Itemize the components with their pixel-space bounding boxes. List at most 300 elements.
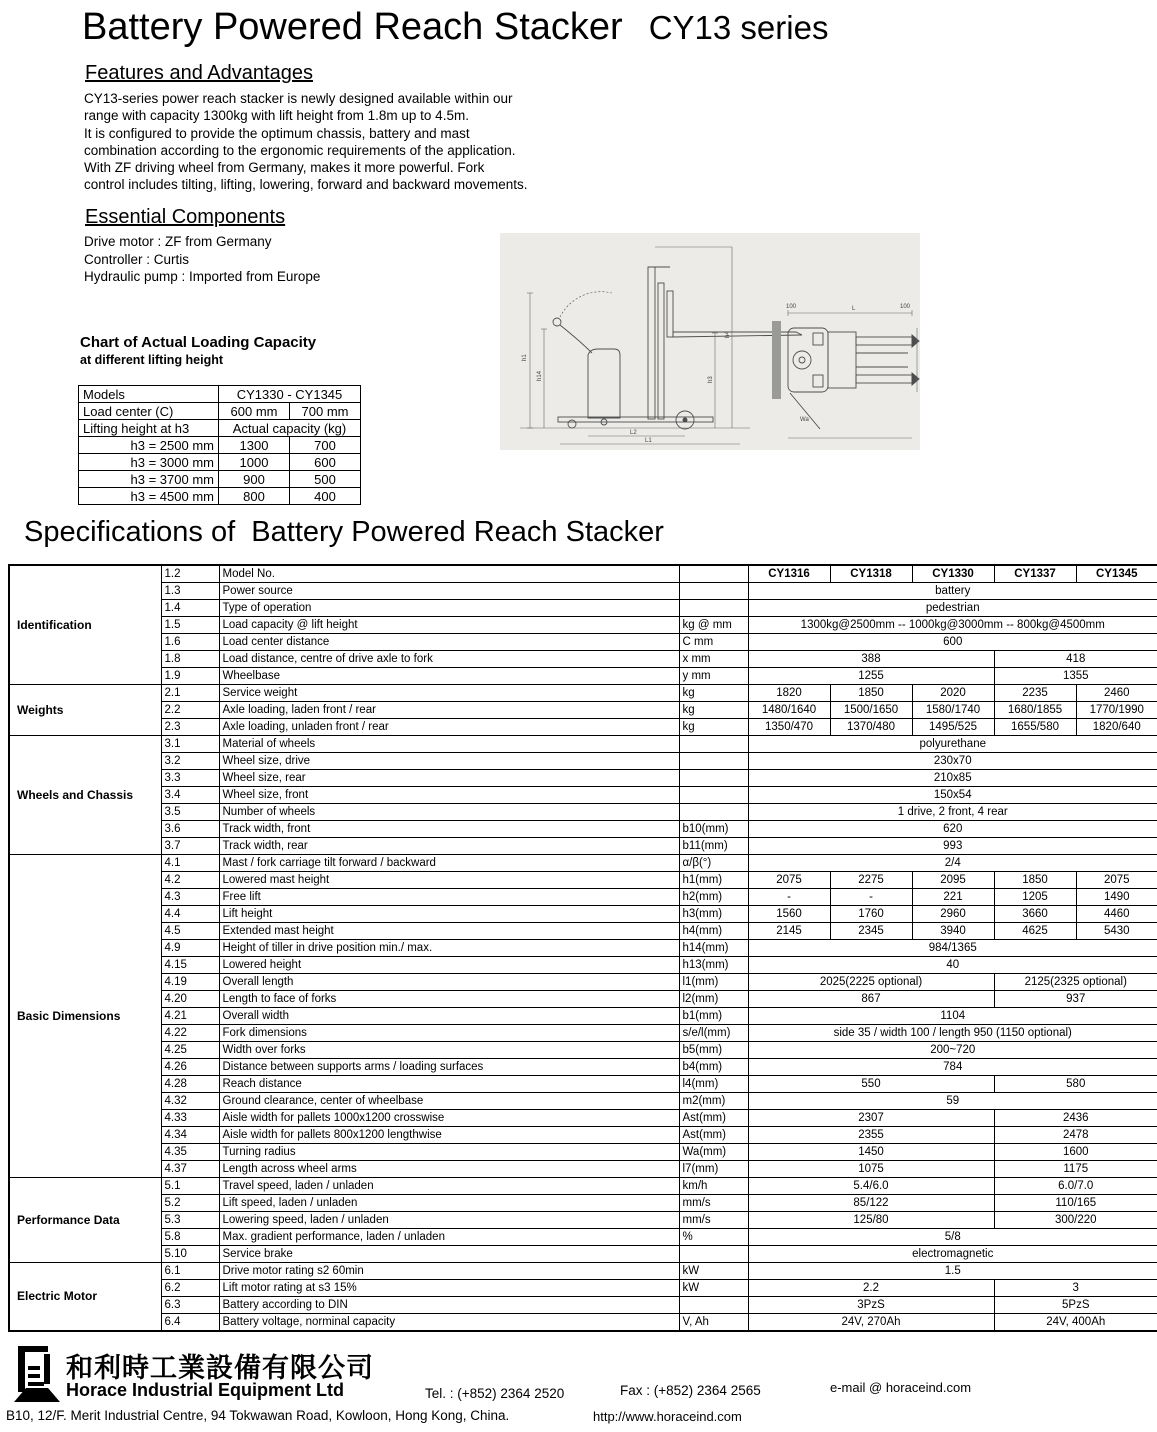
spec-label-cell: Aisle width for pallets 800x1200 lengthwise	[219, 1127, 679, 1144]
spec-unit-cell: y mm	[679, 668, 748, 685]
features-line: With ZF driving wheel from Germany, makes it more powerful. Fork	[84, 160, 485, 176]
spec-value-cell: 1350/470	[748, 719, 830, 736]
spec-row	[9, 617, 1157, 634]
spec-value-cell: 1075	[748, 1161, 994, 1178]
spec-num-cell: 5.3	[161, 1212, 219, 1229]
spec-label-cell: Wheel size, front	[219, 787, 679, 804]
component-line: Drive motor : ZF from Germany	[84, 234, 272, 249]
spec-value-cell: 1560	[748, 906, 830, 923]
spec-num-cell: 4.25	[161, 1042, 219, 1059]
spec-unit-cell	[679, 770, 748, 787]
product-title: Battery Powered Reach Stacker	[82, 6, 623, 48]
spec-heading: Specifications of Battery Powered Reach Stacker	[24, 516, 664, 548]
spec-row	[9, 855, 1157, 872]
component-line: Hydraulic pump : Imported from Europe	[84, 269, 321, 284]
spec-row	[9, 1280, 1157, 1297]
spec-num-cell: 4.35	[161, 1144, 219, 1161]
spec-num-cell: 1.9	[161, 668, 219, 685]
spec-row	[9, 889, 1157, 906]
spec-value-cell: 5PzS	[994, 1297, 1157, 1314]
load-center-label: Load center (C)	[79, 403, 219, 420]
spec-row	[9, 770, 1157, 787]
spec-value-cell: 1370/480	[830, 719, 912, 736]
capacity-row	[79, 437, 361, 454]
spec-num-cell: 4.21	[161, 1008, 219, 1025]
spec-value-cell: 2025(2225 optional)	[748, 974, 994, 991]
spec-value-cell: 984/1365	[748, 940, 1157, 957]
spec-num-cell: 5.8	[161, 1229, 219, 1246]
dim-label-l2: L2	[630, 430, 637, 436]
spec-unit-cell: l7(mm)	[679, 1161, 748, 1178]
page-title	[82, 6, 828, 49]
spec-unit-cell: Ast(mm)	[679, 1127, 748, 1144]
spec-label-cell: Service brake	[219, 1246, 679, 1263]
spec-row	[9, 1246, 1157, 1263]
spec-value-cell: 1175	[994, 1161, 1157, 1178]
spec-unit-cell	[679, 753, 748, 770]
capacity-cell: 800	[219, 488, 290, 505]
spec-num-cell: 1.3	[161, 583, 219, 600]
spec-unit-cell: km/h	[679, 1178, 748, 1195]
spec-row	[9, 821, 1157, 838]
spec-value-cell: 221	[912, 889, 994, 906]
spec-value-cell: 580	[994, 1076, 1157, 1093]
spec-value-cell: 1355	[994, 668, 1157, 685]
spec-unit-cell: kg	[679, 719, 748, 736]
spec-row	[9, 1127, 1157, 1144]
dim-label-l: L	[852, 306, 856, 312]
spec-row	[9, 565, 1157, 583]
spec-unit-cell: Wa(mm)	[679, 1144, 748, 1161]
spec-num-cell: 6.3	[161, 1297, 219, 1314]
spec-value-cell: CY1316	[748, 565, 830, 583]
spec-value-cell: 418	[994, 651, 1157, 668]
spec-value-cell: 1255	[748, 668, 994, 685]
spec-label-cell: Turning radius	[219, 1144, 679, 1161]
spec-row	[9, 719, 1157, 736]
spec-value-cell: 1490	[1076, 889, 1157, 906]
spec-value-cell: 1850	[830, 685, 912, 702]
spec-num-cell: 3.6	[161, 821, 219, 838]
spec-row	[9, 1297, 1157, 1314]
spec-table-body	[9, 565, 1157, 1331]
spec-num-cell: 4.32	[161, 1093, 219, 1110]
spec-num-cell: 4.26	[161, 1059, 219, 1076]
spec-value-cell: CY1330	[912, 565, 994, 583]
dim-label-h3: h3	[708, 376, 714, 383]
spec-num-cell: 1.5	[161, 617, 219, 634]
capacity-row	[79, 488, 361, 505]
spec-row	[9, 940, 1157, 957]
dim-label-l1: L1	[645, 438, 652, 444]
spec-label-cell: Travel speed, laden / unladen	[219, 1178, 679, 1195]
dim-label-h14: h14	[537, 370, 543, 381]
spec-num-cell: 4.9	[161, 940, 219, 957]
address-text: B10, 12/F. Merit Industrial Centre, 94 Tokwawan Road, Kowloon, Hong Kong, China.	[6, 1408, 510, 1423]
spec-value-cell: 784	[748, 1059, 1157, 1076]
spec-value-cell: 3660	[994, 906, 1076, 923]
spec-value-cell: 2960	[912, 906, 994, 923]
capacity-loadcenter-row	[79, 403, 361, 420]
spec-row	[9, 1178, 1157, 1195]
spec-value-cell: 210x85	[748, 770, 1157, 787]
company-logo-icon	[14, 1344, 62, 1402]
spec-unit-cell: mm/s	[679, 1195, 748, 1212]
spec-row	[9, 923, 1157, 940]
spec-value-cell: 200~720	[748, 1042, 1157, 1059]
spec-label-cell: Axle loading, laden front / rear	[219, 702, 679, 719]
spec-value-cell: 1600	[994, 1144, 1157, 1161]
spec-value-cell: 2.2	[748, 1280, 994, 1297]
spec-value-cell: 3PzS	[748, 1297, 994, 1314]
spec-num-cell: 1.2	[161, 565, 219, 583]
spec-value-cell: 6.0/7.0	[994, 1178, 1157, 1195]
spec-num-cell: 6.4	[161, 1314, 219, 1332]
spec-num-cell: 4.1	[161, 855, 219, 872]
spec-unit-cell: h1(mm)	[679, 872, 748, 889]
company-name-cjk: 和利時工業設備有限公司	[66, 1353, 374, 1383]
spec-unit-cell: kg	[679, 685, 748, 702]
capacity-chart-subheading: at different lifting height	[80, 353, 224, 367]
spec-category-cell: Identification	[9, 565, 161, 685]
spec-num-cell: 2.1	[161, 685, 219, 702]
spec-unit-cell: h3(mm)	[679, 906, 748, 923]
spec-label-cell: Free lift	[219, 889, 679, 906]
spec-value-cell: battery	[748, 583, 1157, 600]
spec-label-cell: Wheel size, rear	[219, 770, 679, 787]
spec-value-cell: 2460	[1076, 685, 1157, 702]
spec-label-cell: Track width, rear	[219, 838, 679, 855]
spec-num-cell: 1.8	[161, 651, 219, 668]
spec-label-cell: Aisle width for pallets 1000x1200 crosswise	[219, 1110, 679, 1127]
spec-label-cell: Fork dimensions	[219, 1025, 679, 1042]
spec-value-cell: 388	[748, 651, 994, 668]
spec-value-cell: 1300kg@2500mm -- 1000kg@3000mm -- 800kg@4500mm	[748, 617, 1157, 634]
spec-label-cell: Lift height	[219, 906, 679, 923]
spec-value-cell: 2145	[748, 923, 830, 940]
company-name-en: Horace Industrial Equipment Ltd	[66, 1380, 345, 1400]
spec-label-cell: Axle loading, unladen front / rear	[219, 719, 679, 736]
spec-value-cell: 40	[748, 957, 1157, 974]
spec-unit-cell: α/β(°)	[679, 855, 748, 872]
spec-value-cell: side 35 / width 100 / length 950 (1150 optional)	[748, 1025, 1157, 1042]
capacity-cell: 500	[290, 471, 361, 488]
spec-value-cell: 1680/1855	[994, 702, 1076, 719]
spec-unit-cell: %	[679, 1229, 748, 1246]
height-cell: h3 = 2500 mm	[79, 437, 219, 454]
capacity-cell: 400	[290, 488, 361, 505]
spec-value-cell: 2075	[748, 872, 830, 889]
features-line: range with capacity 1300kg with lift height from 1.8m up to 4.5m.	[84, 108, 469, 124]
spec-label-cell: Load capacity @ lift height	[219, 617, 679, 634]
spec-label-cell: Ground clearance, center of wheelbase	[219, 1093, 679, 1110]
spec-label-cell: Distance between supports arms / loading surfaces	[219, 1059, 679, 1076]
capacity-cell: 1000	[219, 454, 290, 471]
spec-label-cell: Length across wheel arms	[219, 1161, 679, 1178]
spec-row	[9, 685, 1157, 702]
spec-value-cell: 150x54	[748, 787, 1157, 804]
spec-table	[8, 564, 1157, 1332]
spec-row	[9, 634, 1157, 651]
spec-unit-cell: h2(mm)	[679, 889, 748, 906]
spec-value-cell: 3	[994, 1280, 1157, 1297]
spec-unit-cell	[679, 565, 748, 583]
spec-value-cell: 1.5	[748, 1263, 1157, 1280]
capacity-label: Actual capacity (kg)	[219, 420, 361, 437]
spec-category-cell: Weights	[9, 685, 161, 736]
spec-value-cell: 2275	[830, 872, 912, 889]
spec-value-cell: pedestrian	[748, 600, 1157, 617]
spec-value-cell: CY1337	[994, 565, 1076, 583]
spec-unit-cell: h4(mm)	[679, 923, 748, 940]
dim-label-h4: h4	[725, 331, 731, 338]
spec-unit-cell: b10(mm)	[679, 821, 748, 838]
spec-value-cell: -	[748, 889, 830, 906]
spec-value-cell: 3940	[912, 923, 994, 940]
spec-label-cell: Height of tiller in drive position min./ max.	[219, 940, 679, 957]
spec-label-cell: Battery according to DIN	[219, 1297, 679, 1314]
spec-value-cell: 2478	[994, 1127, 1157, 1144]
spec-unit-cell: kW	[679, 1280, 748, 1297]
spec-row	[9, 1025, 1157, 1042]
spec-value-cell: -	[830, 889, 912, 906]
spec-value-cell: 4625	[994, 923, 1076, 940]
capacity-cell: 700	[290, 437, 361, 454]
spec-value-cell: 4460	[1076, 906, 1157, 923]
spec-unit-cell: kg @ mm	[679, 617, 748, 634]
spec-unit-cell: h14(mm)	[679, 940, 748, 957]
capacity-cell: 900	[219, 471, 290, 488]
capacity-table	[78, 385, 361, 505]
models-value: CY1330 - CY1345	[219, 386, 361, 403]
spec-label-cell: Track width, front	[219, 821, 679, 838]
spec-value-cell: 2020	[912, 685, 994, 702]
spec-row	[9, 583, 1157, 600]
spec-row	[9, 1076, 1157, 1093]
capacity-row	[79, 454, 361, 471]
spec-row	[9, 974, 1157, 991]
spec-value-cell: electromagnetic	[748, 1246, 1157, 1263]
spec-unit-cell: h13(mm)	[679, 957, 748, 974]
spec-unit-cell	[679, 600, 748, 617]
spec-num-cell: 4.4	[161, 906, 219, 923]
spec-value-cell: 1655/580	[994, 719, 1076, 736]
spec-unit-cell	[679, 736, 748, 753]
spec-label-cell: Material of wheels	[219, 736, 679, 753]
spec-row	[9, 668, 1157, 685]
spec-num-cell: 4.5	[161, 923, 219, 940]
spec-num-cell: 4.20	[161, 991, 219, 1008]
spec-label-cell: Lowering speed, laden / unladen	[219, 1212, 679, 1229]
spec-row	[9, 1314, 1157, 1332]
spec-num-cell: 3.4	[161, 787, 219, 804]
spec-row	[9, 804, 1157, 821]
spec-num-cell: 1.6	[161, 634, 219, 651]
spec-value-cell: 2436	[994, 1110, 1157, 1127]
spec-label-cell: Lowered mast height	[219, 872, 679, 889]
features-line: combination according to the ergonomic requirements of the application.	[84, 142, 516, 158]
spec-value-cell: 1820/640	[1076, 719, 1157, 736]
spec-num-cell: 4.22	[161, 1025, 219, 1042]
spec-label-cell: Type of operation	[219, 600, 679, 617]
spec-unit-cell	[679, 583, 748, 600]
spec-label-cell: Model No.	[219, 565, 679, 583]
dim-label-100-right: 100	[900, 304, 911, 310]
spec-value-cell: 125/80	[748, 1212, 994, 1229]
height-cell: h3 = 3000 mm	[79, 454, 219, 471]
spec-category-cell: Electric Motor	[9, 1263, 161, 1332]
spec-row	[9, 1195, 1157, 1212]
spec-label-cell: Drive motor rating s2 60min	[219, 1263, 679, 1280]
height-cell: h3 = 4500 mm	[79, 488, 219, 505]
spec-value-cell: polyurethane	[748, 736, 1157, 753]
models-label: Models	[79, 386, 219, 403]
fax-text: Fax : (+852) 2364 2565	[620, 1383, 761, 1398]
spec-row	[9, 651, 1157, 668]
spec-row	[9, 1042, 1157, 1059]
spec-value-cell: 867	[748, 991, 994, 1008]
spec-value-cell: 1 drive, 2 front, 4 rear	[748, 804, 1157, 821]
features-line: control includes tilting, lifting, lowering, forward and backward movements.	[84, 177, 528, 193]
capacity-subheader-row	[79, 420, 361, 437]
spec-unit-cell: Ast(mm)	[679, 1110, 748, 1127]
spec-value-cell: 1495/525	[912, 719, 994, 736]
spec-num-cell: 3.3	[161, 770, 219, 787]
spec-row	[9, 1008, 1157, 1025]
spec-label-cell: Reach distance	[219, 1076, 679, 1093]
spec-category-cell: Wheels and Chassis	[9, 736, 161, 855]
spec-value-cell: 2125(2325 optional)	[994, 974, 1157, 991]
spec-value-cell: 2/4	[748, 855, 1157, 872]
spec-unit-cell	[679, 1297, 748, 1314]
spec-label-cell: Lowered height	[219, 957, 679, 974]
spec-value-cell: 1850	[994, 872, 1076, 889]
spec-label-cell: Max. gradient performance, laden / unladen	[219, 1229, 679, 1246]
spec-row	[9, 1093, 1157, 1110]
spec-value-cell: 1820	[748, 685, 830, 702]
spec-value-cell: 85/122	[748, 1195, 994, 1212]
spec-value-cell: CY1318	[830, 565, 912, 583]
spec-value-cell: 1580/1740	[912, 702, 994, 719]
spec-unit-cell	[679, 804, 748, 821]
components-list	[84, 233, 320, 286]
spec-value-cell: 2355	[748, 1127, 994, 1144]
spec-value-cell: 600	[748, 634, 1157, 651]
spec-row	[9, 1059, 1157, 1076]
spec-value-cell: 993	[748, 838, 1157, 855]
dim-label-100-left: 100	[786, 304, 797, 310]
email-text: e-mail @ horaceind.com	[830, 1380, 972, 1395]
spec-label-cell: Mast / fork carriage tilt forward / backward	[219, 855, 679, 872]
spec-row	[9, 1212, 1157, 1229]
spec-unit-cell: b5(mm)	[679, 1042, 748, 1059]
spec-unit-cell: l4(mm)	[679, 1076, 748, 1093]
spec-label-cell: Width over forks	[219, 1042, 679, 1059]
spec-num-cell: 2.2	[161, 702, 219, 719]
spec-label-cell: Number of wheels	[219, 804, 679, 821]
spec-value-cell: 2307	[748, 1110, 994, 1127]
spec-row	[9, 787, 1157, 804]
spec-row	[9, 1263, 1157, 1280]
spec-num-cell: 4.3	[161, 889, 219, 906]
spec-label-cell: Length to face of forks	[219, 991, 679, 1008]
spec-value-cell: 230x70	[748, 753, 1157, 770]
spec-num-cell: 6.2	[161, 1280, 219, 1297]
spec-value-cell: 2095	[912, 872, 994, 889]
spec-unit-cell: b11(mm)	[679, 838, 748, 855]
spec-num-cell: 4.37	[161, 1161, 219, 1178]
spec-row	[9, 906, 1157, 923]
capacity-cell: 1300	[219, 437, 290, 454]
spec-row	[9, 991, 1157, 1008]
spec-value-cell: 300/220	[994, 1212, 1157, 1229]
load-center-600: 600 mm	[219, 403, 290, 420]
spec-value-cell: 2075	[1076, 872, 1157, 889]
spec-label-cell: Extended mast height	[219, 923, 679, 940]
spec-num-cell: 1.4	[161, 600, 219, 617]
spec-num-cell: 4.28	[161, 1076, 219, 1093]
spec-row	[9, 753, 1157, 770]
spec-label-cell: Wheelbase	[219, 668, 679, 685]
features-heading: Features and Advantages	[85, 62, 313, 84]
spec-label-cell: Load distance, centre of drive axle to fork	[219, 651, 679, 668]
dim-label-h1: h1	[522, 354, 528, 361]
spec-num-cell: 3.5	[161, 804, 219, 821]
spec-num-cell: 3.2	[161, 753, 219, 770]
spec-value-cell: 2235	[994, 685, 1076, 702]
capacity-cell: 600	[290, 454, 361, 471]
spec-row	[9, 1161, 1157, 1178]
spec-value-cell: 1205	[994, 889, 1076, 906]
spec-num-cell: 3.7	[161, 838, 219, 855]
spec-value-cell: 550	[748, 1076, 994, 1093]
spec-row	[9, 957, 1157, 974]
spec-row	[9, 838, 1157, 855]
spec-label-cell: Lift speed, laden / unladen	[219, 1195, 679, 1212]
spec-num-cell: 5.2	[161, 1195, 219, 1212]
spec-row	[9, 1229, 1157, 1246]
load-center-700: 700 mm	[290, 403, 361, 420]
spec-row	[9, 702, 1157, 719]
spec-unit-cell: s/e/l(mm)	[679, 1025, 748, 1042]
components-heading: Essential Components	[85, 206, 286, 228]
spec-unit-cell: m2(mm)	[679, 1093, 748, 1110]
spec-num-cell: 4.34	[161, 1127, 219, 1144]
spec-value-cell: 1770/1990	[1076, 702, 1157, 719]
spec-unit-cell	[679, 1246, 748, 1263]
spec-value-cell: CY1345	[1076, 565, 1157, 583]
spec-unit-cell: b4(mm)	[679, 1059, 748, 1076]
spec-unit-cell: mm/s	[679, 1212, 748, 1229]
spec-unit-cell: l1(mm)	[679, 974, 748, 991]
spec-value-cell: 24V, 400Ah	[994, 1314, 1157, 1332]
capacity-header-row	[79, 386, 361, 403]
spec-row	[9, 872, 1157, 889]
spec-value-cell: 1450	[748, 1144, 994, 1161]
height-cell: h3 = 3700 mm	[79, 471, 219, 488]
spec-unit-cell: kW	[679, 1263, 748, 1280]
features-paragraph	[84, 90, 527, 194]
spec-label-cell: Load center distance	[219, 634, 679, 651]
technical-drawing	[500, 233, 920, 450]
spec-unit-cell: kg	[679, 702, 748, 719]
capacity-row	[79, 471, 361, 488]
component-line: Controller : Curtis	[84, 251, 190, 267]
spec-value-cell: 59	[748, 1093, 1157, 1110]
spec-num-cell: 4.15	[161, 957, 219, 974]
spec-value-cell: 1760	[830, 906, 912, 923]
spec-label-cell: Service weight	[219, 685, 679, 702]
